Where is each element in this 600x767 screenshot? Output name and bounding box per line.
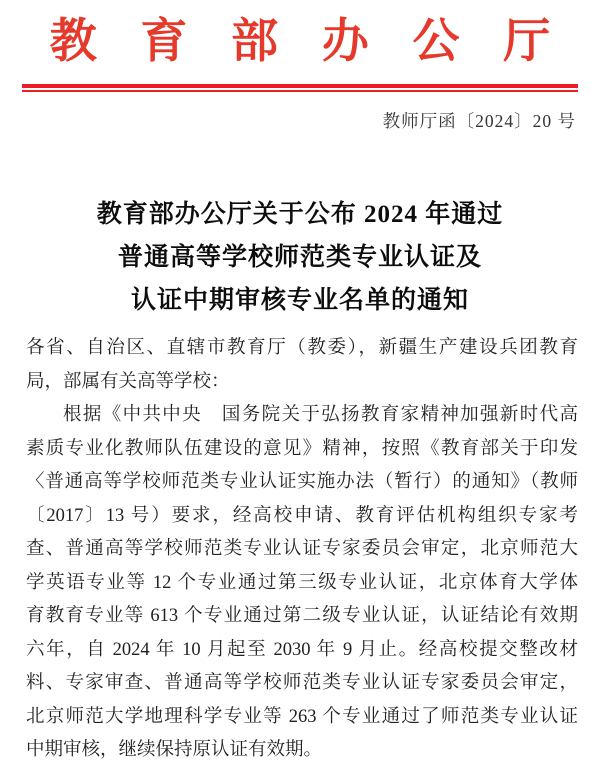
body-line: 素质专业化教师队伍建设的意见》精神，按照《教育部关于印发 <box>26 438 578 459</box>
paragraph <box>26 399 578 767</box>
body-line: 根据《中共中央 国务院关于弘扬教育家精神加强新时代高 <box>63 405 578 425</box>
paragraph <box>26 332 578 399</box>
notice-title-line-2: 普通高等学校师范类专业认证及 <box>117 244 482 271</box>
body-line: 中期审核，继续保持原认证有效期。 <box>26 740 323 760</box>
notice-title-line-3: 认证中期审核专业名单的通知 <box>130 287 469 314</box>
document-number: 教师厅函〔2024〕20 号 <box>382 111 576 131</box>
body-line: 料、专家审查、普通高等学校师范类专业认证专家委员会审定， <box>26 673 578 693</box>
body-line: 〈普通高等学校师范类专业认证实施办法（暂行）的通知》（教师 <box>26 472 578 492</box>
body-line: 北京师范大学地理科学专业等 263 个专业通过了师范类专业认证 <box>26 706 578 727</box>
body-line: 局，部属有关高等学校： <box>26 371 230 392</box>
agency-name: 教育部办公厅 <box>49 16 594 68</box>
body-line: 各省、自治区、直辖市教育厅（教委），新疆生产建设兵团教育 <box>26 338 578 358</box>
body-line: 六年，自 2024 年 10 月起至 2030 年 9 月止。经高校提交整改材 <box>26 639 578 660</box>
notice-title-line-1: 教育部办公厅关于公布 2024 年通过 <box>96 201 504 228</box>
body-line: 〔2017〕13 号）要求，经高校申请、教育评估机构组织专家考 <box>26 505 578 526</box>
red-divider-rule <box>22 84 578 92</box>
notice-title <box>20 193 580 322</box>
notice-body <box>26 332 578 767</box>
body-line: 学英语专业等 12 个专业通过第三级专业认证，北京体育大学体 <box>26 572 578 593</box>
body-line: 育教育专业等 613 个专业通过第二级专业认证，认证结论有效期 <box>26 606 578 626</box>
body-line: 查、普通高等学校师范类专业认证专家委员会审定，北京师范大 <box>26 539 578 559</box>
